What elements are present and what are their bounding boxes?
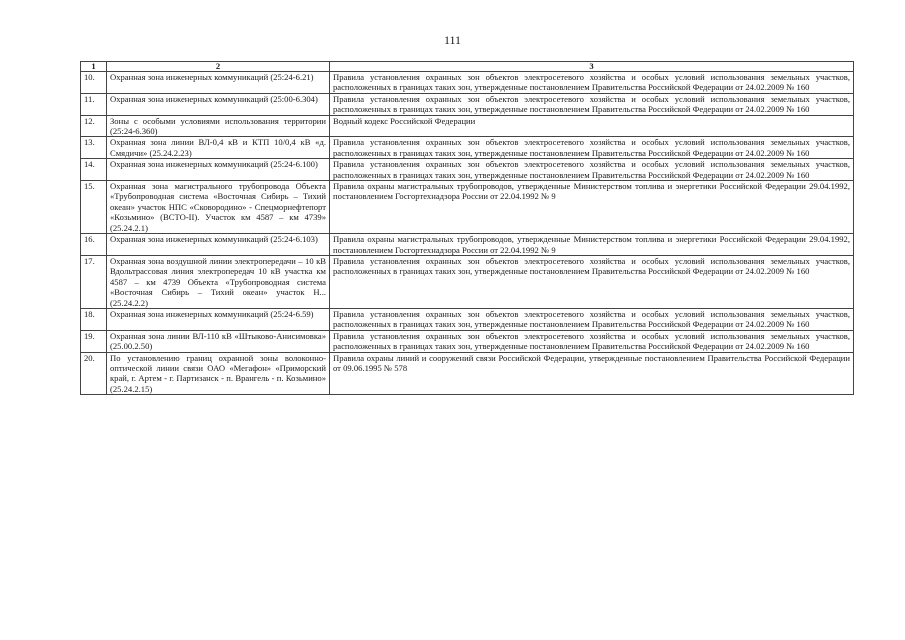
header-col-2: 2	[107, 62, 330, 72]
table-row	[81, 255, 854, 308]
header-col-3: 3	[330, 62, 854, 72]
table-row	[81, 115, 854, 137]
row-number: 15.	[81, 181, 107, 234]
legal-basis: Правила установления охранных зон объектов электросетевого хозяйства и особых условий использования земельных участков, расположенных в границах таких зон, утвержденные постановлением Правительства Российской Федерации от 24.02.2009 № 160	[330, 93, 854, 115]
legal-basis: Водный кодекс Российской Федерации	[330, 115, 854, 137]
table-row	[81, 308, 854, 330]
zone-name: Охранная зона воздушной линии электропередачи – 10 кВ Вдольтрассовая линия электропередач 10 кВ участка км 4587 – км 4739 Объекта «Трубопроводная система «Восточная Сибирь – Тихий океан» участок Н... (25.24.2.2)	[107, 255, 330, 308]
row-number: 17.	[81, 255, 107, 308]
table-body	[81, 72, 854, 395]
zone-name: Охранная зона линии ВЛ-110 кВ «Штыково-Анисимовка» (25.00.2.50)	[107, 330, 330, 352]
row-number: 13.	[81, 137, 107, 159]
legal-basis: Правила установления охранных зон объектов электросетевого хозяйства и особых условий использования земельных участков, расположенных в границах таких зон, утвержденные постановлением Правительства Российской Федерации от 24.02.2009 № 160	[330, 308, 854, 330]
legal-basis: Правила установления охранных зон объектов электросетевого хозяйства и особых условий использования земельных участков, расположенных в границах таких зон, утвержденные постановлением Правительства Российской Федерации от 24.02.2009 № 160	[330, 255, 854, 308]
row-number: 10.	[81, 72, 107, 94]
zone-name: Охранная зона инженерных коммуникаций (25:24-6.21)	[107, 72, 330, 94]
legal-basis: Правила установления охранных зон объектов электросетевого хозяйства и особых условий использования земельных участков, расположенных в границах таких зон, утвержденные постановлением Правительства Российской Федерации от 24.02.2009 № 160	[330, 159, 854, 181]
table-row	[81, 330, 854, 352]
zone-name: Охранная зона линии ВЛ-0,4 кВ и КТП 10/0,4 кВ «д. Смядичи» (25.24.2.23)	[107, 137, 330, 159]
row-number: 19.	[81, 330, 107, 352]
row-number: 20.	[81, 352, 107, 395]
zone-name: Охранная зона магистрального трубопровода Объекта «Трубопроводная система «Восточная Сибирь – Тихий океан» участок НПС «Сковородино» - Спецморнефтепорт «Козьмино» (ВСТО-II). Участок км 4587 – км 4739» (25.24.2.1)	[107, 181, 330, 234]
row-number: 14.	[81, 159, 107, 181]
page-number: 111	[443, 33, 462, 47]
zone-name: Охранная зона инженерных коммуникаций (25:24-6.103)	[107, 234, 330, 256]
legal-basis: Правила установления охранных зон объектов электросетевого хозяйства и особых условий использования земельных участков, расположенных в границах таких зон, утвержденные постановлением Правительства Российской Федерации от 24.02.2009 № 160	[330, 330, 854, 352]
table-row	[81, 181, 854, 234]
table-row	[81, 159, 854, 181]
zones-table	[80, 61, 854, 395]
legal-basis: Правила установления охранных зон объектов электросетевого хозяйства и особых условий использования земельных участков, расположенных в границах таких зон, утвержденные постановлением Правительства Российской Федерации от 24.02.2009 № 160	[330, 137, 854, 159]
row-number: 11.	[81, 93, 107, 115]
table-row	[81, 93, 854, 115]
table-header-row	[81, 62, 854, 72]
row-number: 18.	[81, 308, 107, 330]
row-number: 16.	[81, 234, 107, 256]
zone-name: Охранная зона инженерных коммуникаций (25:24-6.59)	[107, 308, 330, 330]
row-number: 12.	[81, 115, 107, 137]
table-row	[81, 234, 854, 256]
header-col-1: 1	[81, 62, 107, 72]
zone-name: Зоны с особыми условиями использования территории (25:24-6.360)	[107, 115, 330, 137]
zone-name: Охранная зона инженерных коммуникаций (25:24-6.100)	[107, 159, 330, 181]
legal-basis: Правила охраны магистральных трубопроводов, утвержденные Министерством топлива и энергетики Российской Федерации 29.04.1992, постановлением Госгортехнадзора России от 22.04.1992 № 9	[330, 234, 854, 256]
legal-basis: Правила охраны магистральных трубопроводов, утвержденные Министерством топлива и энергетики Российской Федерации 29.04.1992, постановлением Госгортехнадзора России от 22.04.1992 № 9	[330, 181, 854, 234]
table-row	[81, 72, 854, 94]
zone-name: По установлению границ охранной зоны волоконно-оптической линии связи ОАО «Мегафон» «Приморский край, г. Артем - г. Партизанск - п. Врангель - п. Козьмино» (25.24.2.15)	[107, 352, 330, 395]
table-row	[81, 137, 854, 159]
legal-basis: Правила охраны линий и сооружений связи Российской Федерации, утвержденные постановлением Правительства Российской Федерации от 09.06.1995 № 578	[330, 352, 854, 395]
zone-name: Охранная зона инженерных коммуникаций (25:00-6.304)	[107, 93, 330, 115]
table-row	[81, 352, 854, 395]
legal-basis: Правила установления охранных зон объектов электросетевого хозяйства и особых условий использования земельных участков, расположенных в границах таких зон, утвержденные постановлением Правительства Российской Федерации от 24.02.2009 № 160	[330, 72, 854, 94]
